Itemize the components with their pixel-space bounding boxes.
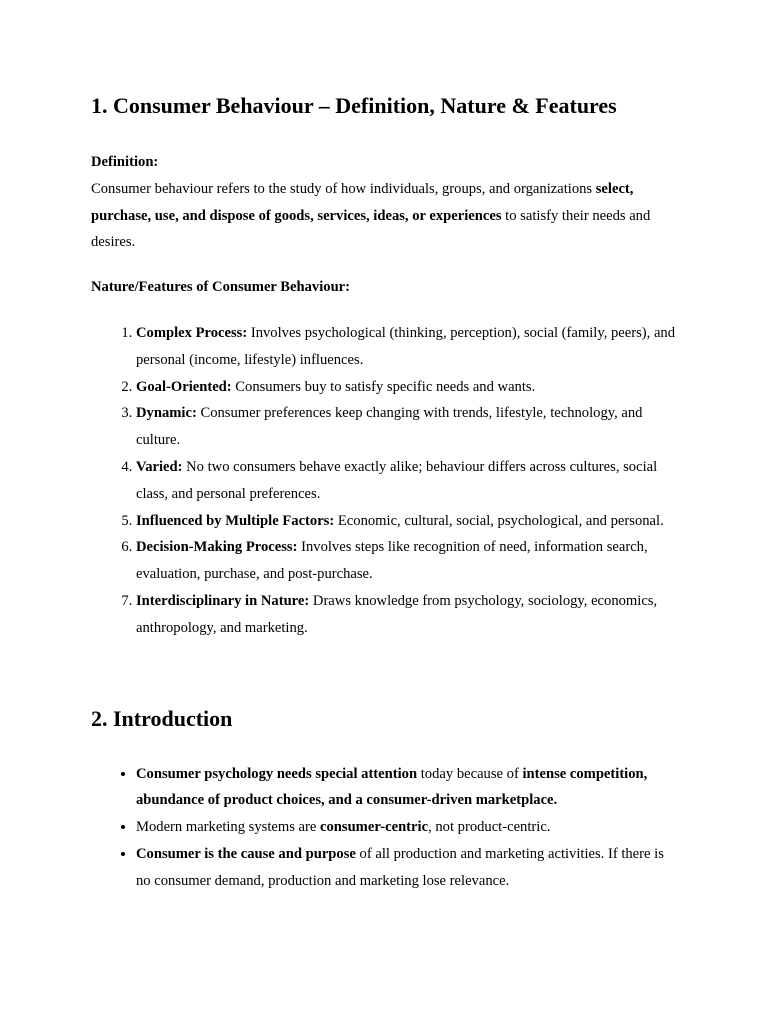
intro-bullet-item <box>136 814 678 841</box>
feature-term: Complex Process: <box>136 324 248 341</box>
feature-text: Consumer preferences keep changing with trends, lifestyle, technology, and culture. <box>136 405 643 449</box>
feature-term: Influenced by Multiple Factors: <box>136 512 335 529</box>
feature-item <box>136 508 678 535</box>
features-list <box>91 320 678 642</box>
feature-term: Varied: <box>136 458 183 475</box>
feature-term: Dynamic: <box>136 405 197 422</box>
bullet-bold-2: intense competition, abundance of product choices, and a consumer-driven marketplace. <box>136 765 648 809</box>
section-2-heading: 2. Introduction <box>91 705 233 731</box>
bullet-bold-2: consumer-centric <box>320 819 429 836</box>
section-1-heading: 1. Consumer Behaviour – Definition, Nature & Features <box>91 93 617 118</box>
feature-text: No two consumers behave exactly alike; behaviour differs across cultures, social class, and personal preferences. <box>136 458 658 502</box>
feature-item <box>136 400 678 454</box>
bullet-bold-1: Consumer is the cause and purpose <box>136 845 356 862</box>
nature-features-label: Nature/Features of Consumer Behaviour: <box>91 279 351 296</box>
feature-item <box>136 374 678 401</box>
definition-label: Definition: <box>91 154 159 170</box>
feature-text: Consumers buy to satisfy specific needs and wants. <box>231 378 536 395</box>
intro-bullet-item <box>136 841 678 895</box>
feature-term: Decision-Making Process: <box>136 539 298 556</box>
feature-text: Involves psychological (thinking, perception), social (family, peers), and personal (income, lifestyle) influences. <box>136 324 676 368</box>
feature-item <box>136 454 678 508</box>
feature-term: Interdisciplinary in Nature: <box>136 592 310 609</box>
definition-text-part1: Consumer behaviour refers to the study of how individuals, groups, and organizations <box>91 180 596 197</box>
intro-bullet-list <box>91 761 678 895</box>
feature-item <box>136 320 678 374</box>
bullet-bold-1: Consumer psychology needs special attention <box>136 765 418 782</box>
feature-text: Draws knowledge from psychology, sociology, economics, anthropology, and marketing. <box>136 592 658 636</box>
feature-item <box>136 534 678 588</box>
feature-text: Involves steps like recognition of need, information search, evaluation, purchase, and post-purchase. <box>136 539 648 583</box>
bullet-text-2: , not product-centric. <box>428 819 551 836</box>
definition-text-bold: select, purchase, use, and dispose of goods, services, ideas, or experiences <box>91 180 634 224</box>
bullet-text-1: of all production and marketing activities. If there is no consumer demand, production and marketing lose relevance. <box>136 845 664 889</box>
definition-paragraph <box>91 176 678 256</box>
feature-text: Economic, cultural, social, psychological, and personal. <box>334 512 664 529</box>
feature-term: Goal-Oriented: <box>136 378 232 395</box>
bullet-text-1: today because of <box>417 765 523 782</box>
feature-item <box>136 588 678 642</box>
definition-text-part2: to satisfy their needs and desires. <box>91 207 651 251</box>
intro-bullet-item <box>136 761 678 815</box>
bullet-text-1: Modern marketing systems are <box>136 819 320 836</box>
